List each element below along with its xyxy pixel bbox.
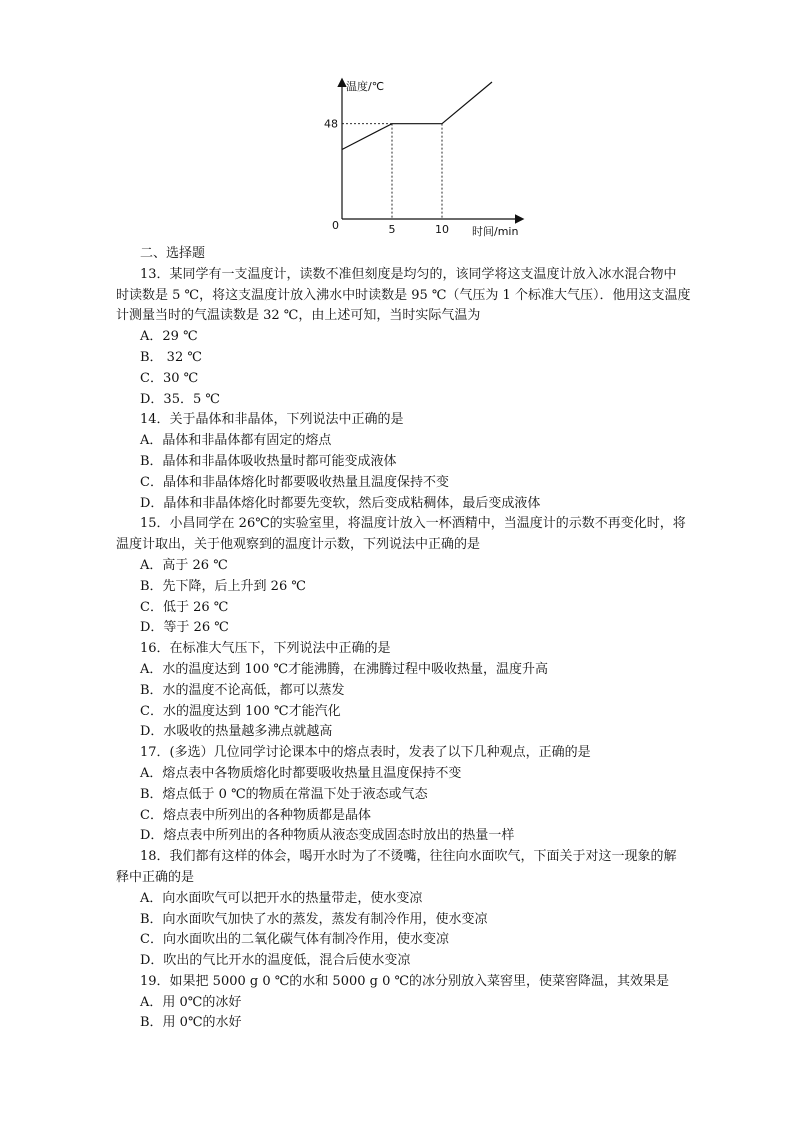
- answer-option: B．水的温度不论高低，都可以蒸发: [140, 682, 345, 698]
- question-text-line: 16．在标准大气压下，下列说法中正确的是: [140, 641, 391, 657]
- question-text-line: 17．(多选）几位同学讨论课本中的熔点表时，发表了以下几种观点，正确的是: [140, 745, 591, 761]
- question-text-line: 18．我们都有这样的体会，喝开水时为了不烫嘴，往往向水面吹气，下面关于对这一现象的解: [140, 849, 677, 865]
- answer-option: A．晶体和非晶体都有固定的熔点: [140, 433, 332, 449]
- question-text-line: 时读数是 5 ℃，将这支温度计放入沸水中时读数是 95 ℃（气压为 1 个标准大气压）．他用这支温度: [116, 287, 691, 303]
- answer-option: A．熔点表中各物质熔化时都要吸收热量且温度保持不变: [140, 765, 462, 781]
- answer-option: A．用 0℃的冰好: [140, 994, 242, 1010]
- question-list: [116, 265, 696, 1034]
- question-q15: [116, 514, 696, 639]
- answer-option: D．晶体和非晶体熔化时都要先变软，然后变成粘稠体，最后变成液体: [140, 495, 541, 511]
- answer-option: B．熔点低于 0 ℃的物质在常温下处于液态或气态: [140, 786, 428, 802]
- answer-option: D．熔点表中所列出的各种物质从液态变成固态时放出的热量一样: [140, 828, 515, 844]
- answer-option: B．晶体和非晶体吸收热量时都可能变成液体: [140, 453, 397, 469]
- answer-option: D．35．5 ℃: [140, 391, 220, 407]
- question-text-line: 15．小昌同学在 26℃的实验室里，将温度计放入一杯酒精中，当温度计的示数不再变化时，将: [140, 516, 686, 532]
- answer-option: D．吹出的气比开水的温度低，混合后使水变凉: [140, 953, 411, 969]
- answer-option: C．水的温度达到 100 ℃才能汽化: [140, 703, 341, 719]
- question-q17: [116, 743, 696, 847]
- answer-option: C．30 ℃: [140, 370, 199, 386]
- answer-option: B．用 0℃的水好: [140, 1015, 242, 1031]
- graph-marks: [324, 82, 492, 236]
- answer-option: C．低于 26 ℃: [140, 599, 229, 615]
- origin-label: 0: [332, 219, 339, 232]
- question-text-line: 温度计取出，关于他观察到的温度计示数，下列说法中正确的是: [116, 537, 481, 553]
- question-text-line: 13．某同学有一支温度计，读数不准但刻度是均匀的，该同学将这支温度计放入冰水混合物中: [140, 266, 677, 282]
- answer-option: A．高于 26 ℃: [140, 557, 228, 573]
- answer-option: B．向水面吹气加快了水的蒸发，蒸发有制冷作用，使水变凉: [140, 911, 488, 927]
- section-title: 二、选择题: [140, 246, 206, 261]
- x-tick-label: 10: [435, 223, 449, 236]
- answer-option: A．向水面吹气可以把开水的热量带走，使水变凉: [140, 890, 423, 906]
- question-q18: [116, 847, 696, 972]
- y-tick-label: 48: [324, 117, 338, 131]
- answer-option: B． 32 ℃: [140, 349, 202, 365]
- answer-option: D．水吸收的热量越多沸点就越高: [140, 724, 333, 740]
- graph-svg: [300, 72, 540, 242]
- answer-option: C．向水面吹出的二氧化碳气体有制冷作用，使水变凉: [140, 932, 449, 948]
- x-axis-label: 时间/min: [472, 225, 519, 238]
- y-axis-label: 温度/℃: [346, 80, 385, 93]
- question-q14: [116, 410, 696, 514]
- question-q13: [116, 265, 696, 411]
- question-content: [116, 244, 696, 1034]
- question-text-line: 释中正确的是: [116, 869, 195, 885]
- answer-option: A．水的温度达到 100 ℃才能沸腾，在沸腾过程中吸收热量，温度升高: [140, 661, 549, 677]
- x-tick-label: 5: [388, 223, 396, 236]
- temperature-time-graph: [300, 72, 540, 242]
- question-text-line: 19．如果把 5000 g 0 ℃的水和 5000 g 0 ℃的冰分别放入菜窖里，使菜窖降温，其效果是: [140, 973, 670, 989]
- question-q16: [116, 639, 696, 743]
- question-q19: [116, 972, 696, 1034]
- question-text-line: 14．关于晶体和非晶体，下列说法中正确的是: [140, 412, 404, 428]
- question-text-line: 计测量当时的气温读数是 32 ℃，由上述可知，当时实际气温为: [116, 308, 481, 324]
- answer-option: B．先下降，后上升到 26 ℃: [140, 578, 306, 594]
- answer-option: C．熔点表中所列出的各种物质都是晶体: [140, 807, 371, 823]
- answer-option: D．等于 26 ℃: [140, 620, 229, 636]
- answer-option: A．29 ℃: [140, 329, 198, 345]
- answer-option: C．晶体和非晶体熔化时都要吸收热量且温度保持不变: [140, 474, 449, 490]
